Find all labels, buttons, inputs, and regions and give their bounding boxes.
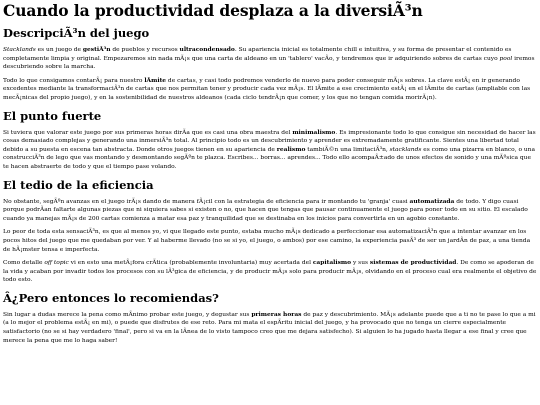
text-run: Todo lo que consigamos contarÃ¡ para nuestro	[3, 77, 145, 84]
text-run: es un juego de	[35, 47, 83, 53]
text-run: y sus	[351, 260, 370, 267]
text-run: vi en esto una metÃ¡fora crÃtica (probablemente involuntaria) muy acertada del	[68, 260, 313, 267]
text-run: Como detalle	[3, 260, 45, 267]
paragraph	[3, 259, 537, 285]
emphasis-text: realismo	[276, 145, 306, 153]
emphasis-text: gestiÃ³n	[82, 46, 111, 53]
emphasis-text: sistemas de productividad	[369, 259, 457, 267]
paragraph	[3, 129, 537, 172]
text-run: de pueblos y recursos	[110, 47, 180, 53]
text-run: . Es impresionante todo lo que consigue sin necesidad de hacer las cosas demasiado complejas y generando una inmersiÃ³n total. Al principio todo es un descubrimiento y aprender es extremadamente gratificante. Sientes una libertad total debido a su puesta en escena tan abstracta. Donde otros juegos tienen en su apariencia de	[3, 129, 536, 153]
section-strong-point	[3, 109, 537, 172]
emphasis-text: off topic	[44, 260, 69, 267]
emphasis-text: Stacklands	[3, 47, 36, 53]
text-run: . Su apariencia inicial es totalmente chill e intuitiva, y su forma de presentar el contenido es completamente limpia y original. Empezaremos sin nada mÃ¡s que una carta de aldeano en un 'tablero' vacÃo, y tendremos que ir adquiriendo sobres de cartas cuyo	[3, 47, 512, 62]
paragraph	[3, 198, 537, 224]
text-run: tambiÃ©n una limitaciÃ³n,	[305, 146, 390, 153]
page-title: Cuando la productividad desplaza a la diversiÃ³n	[3, 1, 423, 20]
text-run: Lo peor de toda esta sensaciÃ³n, es que al menos yo, vi que llegado este punto, estaba mucho mÃ¡s dedicado a perfeccionar esa automatizaciÃ³n que a intentar avanzar en los pocos hitos del juego que me quedaban por ver. Y al haberme llevado (no se si yo, el juego, o ambos) por ese camino, la experiencia pasÃ³ de ser un jardÃn de paz, a una tienda de hÃ¡mster tensa e imperfecta.	[3, 229, 531, 253]
paragraph	[3, 228, 537, 254]
section-description	[3, 26, 537, 103]
section-heading: Â¿Pero entonces lo recomiendas?	[3, 290, 219, 305]
text-run: de todo. Y digo cuasi porque podrÃan faltarte algunas piezas que ni siquiera sabes si existen o no, que hacen que tengas que pausar continuamente el juego para poner todo en su sitio. El escalado cuando ya manejas mÃ¡s de 200 cartas comienza a matar esa paz y tranquilidad que se destinaba en los inicios para convertirla en un agobio constante.	[3, 198, 528, 222]
text-run: . De como se apoderan de la vida y acaban por invadir todos los procesos con su lÃ³gica de eficiencia, y de producir mÃ¡s solo para producir mÃ¡s, olvidando en el proceso cual era realmente el objetivo de todo esto.	[3, 260, 537, 284]
section-heading: DescripciÃ³n del juego	[3, 26, 150, 40]
emphasis-text: capitalismo	[312, 259, 352, 267]
text-run: Si tuviera que valorar este juego por sus primeras horas dirÃa que es casi una obra maestra del	[3, 129, 293, 136]
section-heading: El tedio de la eficiencia	[3, 177, 154, 192]
text-run: es como una pizarra en blanco, o una construcciÃ³n de lego que vas montando y desmontando segÃºn te plazca. Escribes... borras... aprendes... Todo ello acompaÃ±ado de unos efectos de sonido y una mÃºsica que te hacen abstraerte de todo y que el tiempo pase volando.	[3, 146, 535, 170]
emphasis-text: ultracondensado	[179, 46, 235, 53]
emphasis-text: automatizada	[409, 197, 455, 205]
text-run: de paz y descubrimiento. MÃ¡s adelante puede que a ti no te pase lo que a mi (a lo mejor el problema estÃ¡ en mi), o puede que disfrutes de ese reto. Para mi mata el espÃritu inicial del juego, y ha provocado que no tenga un cierre especialmente satisfactorio (no se si hay verdadero 'final', pero si va en la lÃnea de lo visto tampoco creo que me dejara satisfecho). Si alguien lo ha jugado hasta llegar a ese final y cree que merece la pena que me lo haga saber!	[3, 311, 536, 344]
emphasis-text: lÃmite	[144, 76, 167, 84]
emphasis-text: pool	[499, 55, 513, 62]
section-efficiency-tedium	[3, 178, 537, 285]
text-run: No obstante, segÃºn avanzas en el juego irÃ¡s dando de manera fÃ¡cil con la estrategia de eficiencia para ir montando tu 'granja' cuasi	[3, 198, 410, 205]
section-recommendation	[3, 291, 537, 345]
emphasis-text: minimalismo	[292, 128, 336, 136]
paragraph	[3, 77, 537, 103]
text-run: iremos descubriendo sobre la marcha.	[3, 55, 535, 71]
emphasis-text: primeras horas	[251, 310, 302, 318]
text-run: Sin lugar a dudas merece la pena como mÃnimo probar este juego, y degustar sus	[3, 311, 252, 318]
paragraph	[3, 311, 537, 345]
text-run: de cartas, y casi todo podremos venderlo de nuevo para poder conseguir mÃ¡s sobres. La clave estÃ¡ en ir generando excedentes mediante la transformaciÃ³n de cartas que nos permitan tener y producir cada vez mÃ¡s. El lÃmite a ese crecimiento estÃ¡ en el lÃmite de cartas (ampliable con las mecÃ¡nicas del propio juego), y en la sostenibilidad de nuestros aldeanos (cada ciclo tendrÃ¡n que comer, y los que no tengan comida morirÃ¡n).	[3, 77, 531, 101]
paragraph	[3, 46, 537, 72]
emphasis-text: stacklands	[389, 146, 422, 153]
section-heading: El punto fuerte	[3, 108, 102, 123]
